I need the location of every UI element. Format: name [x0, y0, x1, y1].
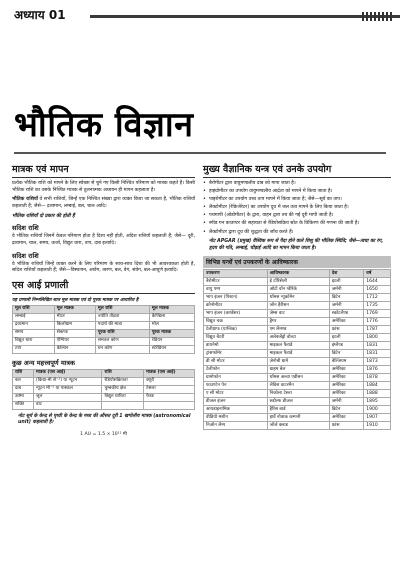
- table-header-cell: देश: [329, 270, 363, 278]
- table-header-cell: मूल मात्रक: [149, 305, 194, 313]
- table-cell: डी सी मोटर: [204, 358, 268, 366]
- table-cell: जर्मनी: [329, 286, 363, 294]
- table-cell: पदार्थ की मात्रा: [95, 321, 149, 329]
- table-row: [204, 374, 391, 382]
- si-units-table: [12, 305, 195, 354]
- table-cell: ब्रिटेन: [329, 294, 363, 302]
- list-item: • पथमापी (ओडोमीटर) के द्वारा, वाहन द्वारा तय की गई दूरी मापी जाती है।: [203, 213, 391, 220]
- table-cell: जर्मनी: [329, 398, 363, 406]
- table-row: [204, 342, 391, 350]
- chapter-header: [0, 0, 400, 30]
- table-header-cell: मात्रक (एस आई): [144, 369, 195, 377]
- table-cell: फाउण्टेन पेन: [204, 382, 268, 390]
- table-header-cell: मूल राशि: [13, 305, 55, 313]
- table-row: [13, 321, 195, 329]
- table-cell: ई टॉरिसेली: [267, 278, 329, 286]
- table-row: [13, 313, 195, 321]
- table-header-row: [13, 369, 195, 377]
- scalar-paragraph: वे भौतिक राशियाँ जिन्हें व्यक्त करने के लिए परिमाण के साथ-साथ दिशा की भी आवश्यकता होती है, सदिश राशियाँ कहलाती हैं; जैसे—विस्थापन, आवेग, त्वरण, बल, वेग, संवेग, बल-आघूर्ण इत्यादि।: [12, 261, 195, 274]
- table-cell: 1776: [364, 318, 391, 326]
- table-cell: टेलीफोन: [204, 366, 268, 374]
- physical-quantities-term: भौतिक राशियाँ: [12, 197, 38, 203]
- title-divider: [14, 152, 386, 154]
- table-row: [13, 329, 195, 337]
- vector-paragraph: वे भौतिक राशियाँ जिनमें केवल परिमाण होता है दिशा नहीं होती, अदिश राशियाँ कहलाती हैं; जैसे— दूरी, द्रव्यमान, चाल, समय, ऊर्जा, विद्युत धारा, ताप, दाब इत्यादि।: [12, 234, 195, 246]
- table-cell: आयडाइनामिक: [204, 406, 268, 414]
- table-row: [204, 382, 391, 390]
- table-cell: निकोला टेस्ला: [267, 390, 329, 398]
- chapter-label: अध्याय 01: [14, 8, 66, 22]
- table-cell: 1900: [364, 406, 391, 414]
- table-cell: 1888: [364, 390, 391, 398]
- table-cell: रुडोल्फ डीजल: [267, 398, 329, 406]
- table-cell: द्रव्यमान: [13, 321, 55, 329]
- table-cell: 1800: [364, 334, 391, 342]
- table-cell: फैरड: [144, 393, 195, 401]
- table-cell: ट्रांसफॉर्मर: [204, 350, 268, 358]
- table-cell: 1884: [364, 382, 391, 390]
- table-cell: 1907: [364, 414, 391, 422]
- quantity-types-note: भौतिक राशियाँ दो प्रकार की होती हैं: [12, 214, 75, 220]
- table-cell: 1831: [364, 350, 391, 358]
- table-cell: ब्रिटेन: [329, 406, 363, 414]
- table-cell: इटली: [329, 278, 363, 286]
- table-row: [13, 345, 195, 353]
- table-cell: बैरोमीटर: [204, 278, 268, 286]
- table-cell: समय: [13, 329, 55, 337]
- table-cell: लेविस वाटरमैन: [267, 382, 329, 390]
- table-header-row: [204, 270, 391, 278]
- left-column: [12, 160, 195, 437]
- table-row: [204, 302, 391, 310]
- instruments-list: [203, 181, 391, 236]
- list-item: • लैक्टोमीटर द्वारा दूध की शुद्धता की जाँच करते हैं।: [203, 230, 391, 237]
- table-cell: ब्रिटेन: [329, 350, 363, 358]
- table-cell: 1712: [364, 294, 391, 302]
- table-cell: मीटर: [54, 313, 95, 321]
- table-cell: बल: [13, 377, 34, 385]
- table-row: [13, 385, 195, 393]
- table-cell: हैरिस बार्ड: [267, 406, 329, 414]
- table-cell: टेलीग्राफ (यान्त्रिक): [204, 326, 268, 334]
- list-item: • स्पीड गन काउण्टर की सहायता से रेडियोसक्रिय स्रोत के विकिरण की गणना की जाती है।: [203, 221, 391, 228]
- other-units-heading: कुछ अन्य महत्त्वपूर्ण मात्रक: [12, 358, 75, 367]
- table-cell: फ्रांस: [329, 326, 363, 334]
- table-cell: 1878: [364, 374, 391, 382]
- table-row: [204, 390, 391, 398]
- table-row: [204, 334, 391, 342]
- table-cell: 1895: [364, 398, 391, 406]
- astronomical-unit-note: नोट सूर्य के केन्द्र से पृथ्वी के केन्द्र के मध्य की औसत दूरी 1 खगोलीय मात्रक (astronomical unit) कहलाती है।: [18, 413, 191, 426]
- table-cell: थॉमस अल्वा एडीसन: [267, 374, 329, 382]
- table-cell: 1831: [364, 342, 391, 350]
- table-row: [204, 278, 391, 286]
- table-cell: 1650: [364, 286, 391, 294]
- table-cell: ऐम्पियर: [54, 337, 95, 345]
- table-cell: अलेक्जेंड्रो वोल्टा: [267, 334, 329, 342]
- other-units-table: [12, 369, 195, 410]
- si-table-caption: यह प्रणाली निम्नलिखित सात मूल मात्रक एवं दो पूरक मात्रक पर आधारित है: [12, 297, 139, 303]
- units-intro-paragraph: प्रत्येक भौतिक राशि को मापने के लिए स्वेच्छा से चुने गए किसी निश्चित परिमाण को मात्रक कहते हैं। किसी भौतिक राशि का उसके निश्चित मात्रक से तुलनात्मक अध्ययन ही मापन कहलाता है।: [12, 181, 195, 193]
- table-cell: टेसला: [144, 385, 195, 393]
- table-subheader-cell: पूरक मात्रक: [149, 329, 194, 337]
- table-cell: ओटो वॉन ग्वेरिके: [267, 286, 329, 294]
- physical-quantities-text: वे सभी राशियाँ, जिन्हें एक निश्चित संख्या द्वारा व्यक्त किया जा सकता है, भौतिक राशियाँ कहलाती हैं; जैसे— द्रव्यमान, लम्बाई, बल, चाल आदि।: [12, 197, 195, 209]
- table-row: [13, 377, 195, 385]
- table-cell: हार्वे नोवाक कम्पनी: [267, 414, 329, 422]
- table-cell: 1876: [364, 366, 391, 374]
- table-cell: 1735: [364, 302, 391, 310]
- table-cell: अमेरिका: [329, 366, 363, 374]
- chapter-stripes-decoration: [362, 12, 392, 21]
- inventions-table: [203, 269, 391, 430]
- scalar-heading: सदिश राशि: [12, 251, 39, 260]
- table-cell: वाट: [33, 401, 101, 409]
- table-row: [204, 398, 391, 406]
- table-cell: अमेरिका: [329, 374, 363, 382]
- table-cell: चुम्बकीय क्षेत्र: [102, 385, 144, 393]
- table-row: [204, 286, 391, 294]
- table-header-cell: मूल मात्रक: [54, 305, 95, 313]
- table-cell: जर्मनी: [329, 302, 363, 310]
- table-header-cell: मूल राशि: [95, 305, 149, 313]
- instruments-heading: मुख्य वैज्ञानिक यन्त्र एवं उनके उपयोग: [203, 162, 391, 178]
- section-heading-units: मात्रक एवं मापन: [12, 162, 195, 178]
- table-cell: विद्युत चक्र: [204, 318, 268, 326]
- table-cell: कैण्डिला: [149, 313, 194, 321]
- list-item: • बैरोमीटर द्वारा वायुमण्डलीय दाब को मापा जाता है।: [203, 181, 391, 188]
- table-cell: एम लैमण्ड: [267, 326, 329, 334]
- table-cell: क्यूरी: [144, 377, 195, 385]
- table-cell: निऑन लैम्प: [204, 422, 268, 430]
- table-header-cell: राशि: [102, 369, 144, 377]
- table-cell: जेम्स वाट: [267, 310, 329, 318]
- table-cell: [102, 401, 144, 409]
- table-cell: अमेरिका: [329, 390, 363, 398]
- table-subheader-cell: पूरक राशि: [95, 329, 149, 337]
- table-cell: थॉमस न्यूकॉमेन: [267, 294, 329, 302]
- table-cell: माइकल फैराडे: [267, 342, 329, 350]
- table-row: [204, 366, 391, 374]
- table-cell: अमेरिका: [329, 414, 363, 422]
- table-cell: दाब: [13, 385, 34, 393]
- table-cell: केल्विन: [54, 345, 95, 353]
- table-cell: ड्रैगर: [267, 318, 329, 326]
- table-cell: क्रोनोमीटर: [204, 302, 268, 310]
- table-cell: लम्बाई: [13, 313, 55, 321]
- table-cell: 1910: [364, 422, 391, 430]
- table-cell: सेकण्ड: [54, 329, 95, 337]
- si-system-heading: एस आई प्रणाली: [12, 278, 195, 294]
- table-cell: 1769: [364, 310, 391, 318]
- table-cell: जॉर्ज क्लाड: [267, 422, 329, 430]
- table-cell: न्यूटन मी⁻² या पास्कल: [33, 385, 101, 393]
- page-title: भौतिक विज्ञान: [14, 105, 194, 145]
- table-cell: डायनेमो: [204, 342, 268, 350]
- table-cell: भाप इंजन (कण्डेंसर): [204, 310, 268, 318]
- table-cell: इटली: [329, 334, 363, 342]
- table-cell: फ्रांस: [329, 422, 363, 430]
- table-cell: इंग्लैण्ड: [329, 342, 363, 350]
- table-header-cell: मात्रक (एस आई): [33, 369, 101, 377]
- table-cell: वायु पम्प: [204, 286, 268, 294]
- table-cell: डीजल इंजन: [204, 398, 268, 406]
- table-cell: स्कॉटलैण्ड: [329, 310, 363, 318]
- table-cell: ज्योति तीव्रता: [95, 313, 149, 321]
- apgar-note: नोट APGAR (प्रमुख) वैश्विक रूप से पैदा होने वाले शिशु की भौतिक स्थिति; जैसे—त्वचा का रंग, हृदय की गति, लम्बाई, चौड़ाई आदि का मापन किया जाता है।: [209, 239, 384, 251]
- astronomical-unit-formula: 1 AU = 1.5 × 10¹¹ मी: [80, 431, 127, 437]
- table-header-cell: आविष्कारक: [267, 270, 329, 278]
- table-cell: (किग्रा-मी से⁻²) या न्यूटन: [33, 377, 101, 385]
- table-cell: अमेरिका: [329, 382, 363, 390]
- table-cell: ग्रामोफोन: [204, 374, 268, 382]
- table-cell: ग्राहम बेल: [267, 366, 329, 374]
- table-row: [13, 401, 195, 409]
- table-cell: शक्ति: [13, 401, 34, 409]
- physical-quantities-paragraph: [12, 197, 195, 210]
- table-header-cell: राशि: [13, 369, 34, 377]
- inventions-heading: विभिन्न यन्त्रों एवं उपकरणों के आविष्कारक: [203, 256, 391, 268]
- table-cell: रेडियोसक्रियता: [102, 377, 144, 385]
- table-cell: भाप इंजन (पिस्टन): [204, 294, 268, 302]
- right-column: [203, 160, 391, 434]
- table-row: [204, 414, 391, 422]
- list-item: • लैक्टोमीटर (रेफ्रिजेरेटर) का उपयोग दूध में जल तत्व मापने के लिए किया जाता है।: [203, 205, 391, 212]
- table-cell: ज़ेनोबी ग्रामे: [267, 358, 329, 366]
- table-header-row: [13, 305, 195, 313]
- list-item: • पाइरोमीटर का उपयोग उच्च ताप मापने में किया जाता है; जैसे—सूर्य का ताप।: [203, 197, 391, 204]
- table-cell: समतल कोण: [95, 337, 149, 345]
- table-row: [204, 310, 391, 318]
- table-cell: जॉन हैरीसन: [267, 302, 329, 310]
- table-row: [204, 358, 391, 366]
- table-header-cell: वर्ष: [364, 270, 391, 278]
- list-item: • हाइग्रोमीटर का उपयोग वायुमण्डलीय आर्द्रता को मापने में किया जाता है।: [203, 189, 391, 196]
- table-cell: 1644: [364, 278, 391, 286]
- table-cell: 1787: [364, 326, 391, 334]
- table-row: [204, 406, 391, 414]
- chapter-rule: [90, 15, 400, 18]
- table-row: [204, 350, 391, 358]
- table-row: [13, 337, 195, 345]
- vector-heading: सदिश राशि: [12, 224, 39, 233]
- table-cell: किलोग्राम: [54, 321, 95, 329]
- table-cell: जूल: [33, 393, 101, 401]
- table-cell: विद्युत बैटरी: [204, 334, 268, 342]
- table-cell: [144, 401, 195, 409]
- table-cell: वीडियो मशीन: [204, 414, 268, 422]
- table-cell: विद्युत धारिता: [102, 393, 144, 401]
- table-cell: स्टेरेडियन: [149, 345, 194, 353]
- table-row: [13, 393, 195, 401]
- table-cell: माइकल फैराडे: [267, 350, 329, 358]
- table-header-cell: उपकरण: [204, 270, 268, 278]
- table-cell: मोल: [149, 321, 194, 329]
- table-row: [204, 318, 391, 326]
- table-row: [204, 422, 391, 430]
- table-cell: बेल्जियम: [329, 358, 363, 366]
- table-cell: विद्युत धारा: [13, 337, 55, 345]
- table-row: [204, 294, 391, 302]
- table-cell: ऊष्मा: [13, 393, 34, 401]
- table-cell: ताप: [13, 345, 55, 353]
- table-cell: 1873: [364, 358, 391, 366]
- table-cell: ए सी मोटर: [204, 390, 268, 398]
- table-cell: रेडियन: [149, 337, 194, 345]
- table-row: [204, 326, 391, 334]
- table-cell: अमेरिका: [329, 318, 363, 326]
- table-cell: घन कोण: [95, 345, 149, 353]
